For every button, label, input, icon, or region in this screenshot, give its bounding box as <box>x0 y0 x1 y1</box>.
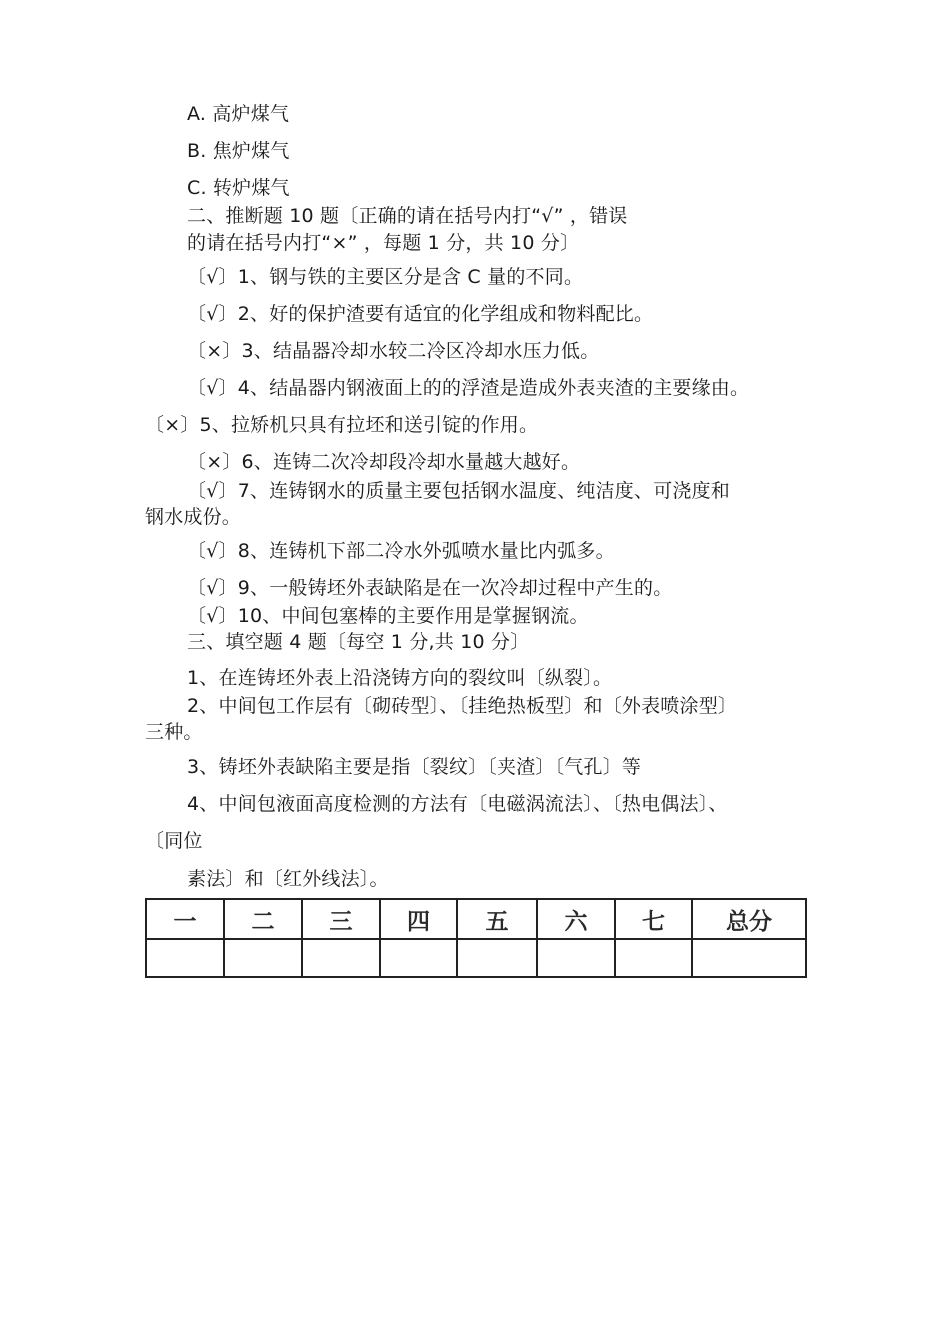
score-cell <box>692 939 806 977</box>
judgment-q2: 〔√〕2、好的保护渣要有适宜的化学组成和物料配比。 <box>187 303 654 325</box>
section2-heading-line2: 的请在括号内打“×” ，每题 1 分，共 10 分〕 <box>187 232 580 254</box>
option-c: C. 转炉煤气 <box>187 177 290 199</box>
section3-heading: 三、填空题 4 题〔每空 1 分,共 10 分〕 <box>187 631 530 653</box>
judgment-q6: 〔×〕6、连铸二次冷却段冷却水量越大越好。 <box>187 451 581 473</box>
score-header-cell: 三 <box>302 899 380 939</box>
judgment-q10: 〔√〕10、中间包塞棒的主要作用是掌握钢流。 <box>187 605 589 627</box>
judgment-q9: 〔√〕9、一般铸坯外表缺陷是在一次冷却过程中产生的。 <box>187 577 673 599</box>
score-cell <box>224 939 302 977</box>
judgment-q4: 〔√〕4、结晶器内钢液面上的的浮渣是造成外表夹渣的主要缘由。 <box>187 377 750 399</box>
judgment-q1: 〔√〕1、钢与铁的主要区分是含 C 量的不同。 <box>187 266 584 288</box>
score-header-cell: 五 <box>457 899 537 939</box>
score-header-cell: 二 <box>224 899 302 939</box>
judgment-q7-line2: 钢水成份。 <box>145 506 242 528</box>
fill-q3: 3、铸坯外表缺陷主要是指〔裂纹〕〔夹渣〕〔气孔〕等 <box>187 756 642 778</box>
fill-q2-line1: 2、中间包工作层有〔砌砖型〕、〔挂绝热板型〕和〔外表喷涂型〕 <box>187 695 738 717</box>
fill-q4-line1: 4、中间包液面高度检测的方法有〔电磁涡流法〕、〔热电偶法〕、 <box>187 793 728 815</box>
score-header-cell: 四 <box>380 899 457 939</box>
score-cell <box>615 939 692 977</box>
score-table-score-row <box>146 939 806 977</box>
judgment-q7-line1: 〔√〕7、连铸钢水的质量主要包括钢水温度、纯洁度、可浇度和 <box>187 480 730 502</box>
score-cell <box>537 939 615 977</box>
fill-q2-line2: 三种。 <box>145 721 203 743</box>
score-cell <box>302 939 380 977</box>
score-header-cell: 七 <box>615 899 692 939</box>
fill-q4-line3: 素法〕和〔红外线法〕。 <box>187 868 389 890</box>
option-b: B. 焦炉煤气 <box>187 140 290 162</box>
score-header-cell: 六 <box>537 899 615 939</box>
score-header-cell: 总分 <box>692 899 806 939</box>
section2-heading-line1: 二、推断题 10 题〔正确的请在括号内打“√” ，错误 <box>187 205 628 227</box>
fill-q4-line2: 〔同位 <box>145 830 203 852</box>
score-cell <box>457 939 537 977</box>
judgment-q3: 〔×〕3、结晶器冷却水较二冷区冷却水压力低。 <box>187 340 600 362</box>
option-a: A. 高炉煤气 <box>187 103 290 125</box>
judgment-q5: 〔×〕5、拉矫机只具有拉坯和送引锭的作用。 <box>145 414 539 436</box>
score-cell <box>146 939 224 977</box>
judgment-q8: 〔√〕8、连铸机下部二冷水外弧喷水量比内弧多。 <box>187 540 615 562</box>
fill-q1: 1、在连铸坯外表上沿浇铸方向的裂纹叫〔纵裂〕。 <box>187 667 613 689</box>
score-table <box>145 898 807 978</box>
score-table-header-row <box>146 899 806 939</box>
score-cell <box>380 939 457 977</box>
score-header-cell: 一 <box>146 899 224 939</box>
